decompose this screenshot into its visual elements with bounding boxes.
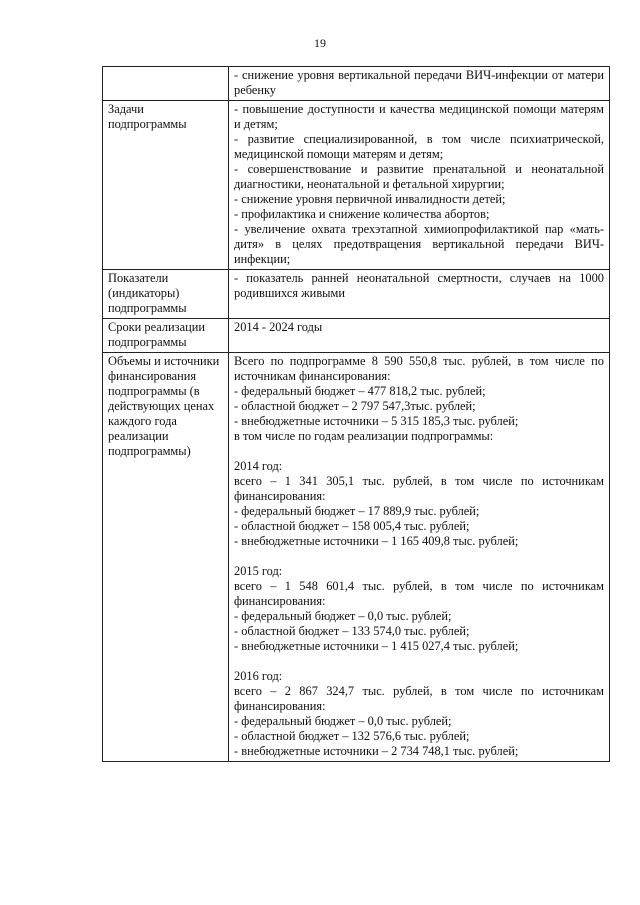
content-line: - развитие специализированной, в том числе психиатрической, медицинской помощи матерям и детям;: [234, 132, 604, 161]
content-line: - увеличение охвата трехэтапной химиопрофилактикой пар «мать-дитя» в целях предотвращения вертикальной передачи ВИЧ-инфекции;: [234, 222, 604, 266]
subprogram-passport-table: [102, 66, 610, 762]
content-line: - федеральный бюджет – 477 818,2 тыс. рублей;: [234, 384, 486, 398]
content-line: - областной бюджет – 2 797 547,3тыс. рублей;: [234, 399, 476, 413]
content-line: - снижение уровня первичной инвалидности детей;: [234, 192, 506, 206]
row-label: Показатели (индикаторы) подпрограммы: [103, 270, 229, 319]
content-line: - федеральный бюджет – 17 889,9 тыс. рублей;: [234, 504, 480, 518]
content-line: - внебюджетные источники – 1 165 409,8 тыс. рублей;: [234, 534, 519, 548]
spacer: [234, 654, 604, 669]
content-line: всего – 2 867 324,7 тыс. рублей, в том числе по источникам финансирования:: [234, 684, 604, 713]
row-label: Объемы и источники финансирования подпрограммы (в действующих ценах каждого года реализации подпрограммы): [103, 353, 229, 762]
content-line: 2014 год:: [234, 459, 283, 473]
content-line: - внебюджетные источники – 2 734 748,1 тыс. рублей;: [234, 744, 519, 758]
content-line: Всего по подпрограмме 8 590 550,8 тыс. рублей, в том числе по источникам финансирования:: [234, 354, 604, 383]
table-row: [103, 67, 610, 101]
table-row: [103, 270, 610, 319]
row-label: Сроки реализации подпрограммы: [103, 319, 229, 353]
content-line: всего – 1 341 305,1 тыс. рублей, в том числе по источникам финансирования:: [234, 474, 604, 503]
content-line: - областной бюджет – 132 576,6 тыс. рублей;: [234, 729, 470, 743]
row-label: Задачи подпрограммы: [103, 101, 229, 270]
content-line: - областной бюджет – 133 574,0 тыс. рублей;: [234, 624, 470, 638]
content-line: - федеральный бюджет – 0,0 тыс. рублей;: [234, 714, 452, 728]
content-line: 2016 год:: [234, 669, 283, 683]
content-line: - федеральный бюджет – 0,0 тыс. рублей;: [234, 609, 452, 623]
table-row: [103, 353, 610, 762]
row-content: [229, 270, 610, 319]
content-line: - совершенствование и развитие пренатальной и неонатальной диагностики, неонатальной и фетальной хирургии;: [234, 162, 604, 191]
content-line: 2015 год:: [234, 564, 283, 578]
content-line: - внебюджетные источники – 1 415 027,4 тыс. рублей;: [234, 639, 519, 653]
content-line: - областной бюджет – 158 005,4 тыс. рублей;: [234, 519, 470, 533]
content-line: в том числе по годам реализации подпрограммы:: [234, 429, 494, 443]
content-line: 2014 - 2024 годы: [234, 320, 323, 334]
row-label: [103, 67, 229, 101]
table-row: [103, 101, 610, 270]
content-line: - повышение доступности и качества медицинской помощи матерям и детям;: [234, 102, 604, 131]
row-content: [229, 101, 610, 270]
row-content: [229, 319, 610, 353]
page-number: 19: [314, 36, 326, 50]
content-line: - профилактика и снижение количества абортов;: [234, 207, 490, 221]
content-line: - внебюджетные источники – 5 315 185,3 тыс. рублей;: [234, 414, 519, 428]
row-content: [229, 67, 610, 101]
content-line: - снижение уровня вертикальной передачи ВИЧ-инфекции от матери ребенку: [234, 68, 604, 97]
content-line: - показатель ранней неонатальной смертности, случаев на 1000 родившихся живыми: [234, 271, 604, 300]
spacer: [234, 444, 604, 459]
content-line: всего – 1 548 601,4 тыс. рублей, в том числе по источникам финансирования:: [234, 579, 604, 608]
table-row: [103, 319, 610, 353]
spacer: [234, 549, 604, 564]
row-content: [229, 353, 610, 762]
